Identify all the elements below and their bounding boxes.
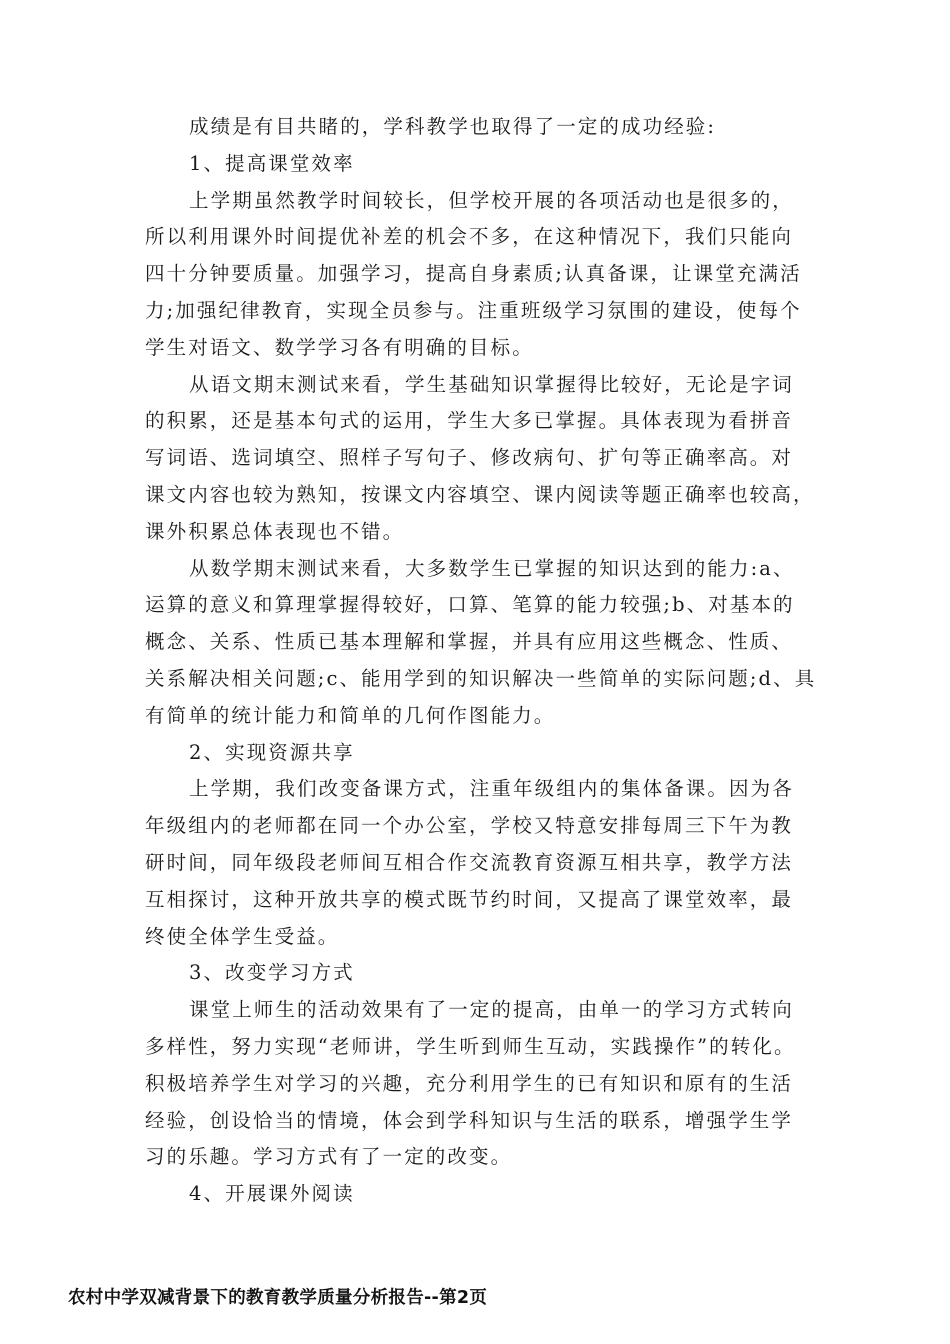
page-footer: 农村中学双减背景下的教育教学质量分析报告--第2页 [68, 1288, 488, 1308]
paragraph-line: 成绩是有目共睹的，学科教学也取得了一定的成功经验: [189, 115, 717, 138]
document-body [145, 109, 817, 1213]
paragraph-line: 四十分钟要质量。加强学习，提高自身素质;认真备课，让课堂充满活 [145, 262, 802, 286]
paragraph-line: 互相探讨，这种开放共享的模式既节约时间，又提高了课堂效率，最 [145, 887, 794, 911]
paragraph-line: 习的乐趣。学习方式有了一定的改变。 [145, 1145, 513, 1169]
paragraph-line: 有简单的统计能力和简单的几何作图能力。 [145, 703, 556, 727]
paragraph-line: 课外积累总体表现也不错。 [145, 519, 405, 543]
paragraph-line: 从语文期末测试来看，学生基础知识掌握得比较好，无论是字词 [189, 372, 794, 396]
section-heading: 2、实现资源共享 [189, 740, 355, 764]
section-heading: 3、改变学习方式 [189, 961, 355, 985]
paragraph-line: 写词语、选词填空、照样子写句子、修改病句、扩句等正确率高。对 [145, 446, 794, 470]
paragraph-line: 学生对语文、数学学习各有明确的目标。 [145, 335, 534, 359]
paragraph-line: 运算的意义和算理掌握得较好，口算、笔算的能力较强;b、对基本的 [145, 593, 795, 617]
paragraph-line: 经验，创设恰当的情境，体会到学科知识与生活的联系，增强学生学 [145, 1108, 794, 1132]
paragraph-line: 研时间，同年级段老师间互相合作交流教育资源互相共享，教学方法 [145, 850, 794, 874]
paragraph-line: 课堂上师生的活动效果有了一定的提高，由单一的学习方式转向 [189, 998, 794, 1022]
paragraph-line: 从数学期末测试来看，大多数学生已掌握的知识达到的能力:a、 [189, 556, 795, 580]
paragraph-line: 力;加强纪律教育，实现全员参与。注重班级学习氛围的建设，使每个 [145, 298, 802, 322]
section-heading: 1、提高课堂效率 [189, 151, 355, 175]
paragraph-line: 概念、关系、性质已基本理解和掌握，并具有应用这些概念、性质、 [145, 630, 794, 654]
paragraph-line: 的积累，还是基本句式的运用，学生大多已掌握。具体表现为看拼音 [145, 409, 794, 433]
paragraph-line: 年级组内的老师都在同一个办公室，学校又特意安排每周三下午为教 [145, 814, 794, 838]
paragraph-line: 上学期，我们改变备课方式，注重年级组内的集体备课。因为各 [189, 777, 794, 801]
section-heading: 4、开展课外阅读 [189, 1182, 355, 1206]
paragraph-line: 课文内容也较为熟知，按课文内容填空、课内阅读等题正确率也较高， [145, 482, 815, 506]
paragraph-line: 上学期虽然教学时间较长，但学校开展的各项活动也是很多的， [189, 188, 794, 212]
paragraph-line: 终使全体学生受益。 [145, 924, 340, 948]
paragraph-line: 关系解决相关问题;c、能用学到的知识解决一些简单的实际问题;d、具 [145, 666, 817, 690]
paragraph-line: 积极培养学生对学习的兴趣，充分利用学生的已有知识和原有的生活 [145, 1071, 794, 1095]
paragraph-line: 多样性，努力实现“老师讲，学生听到师生互动，实践操作”的转化。 [145, 1034, 796, 1058]
paragraph-line: 所以利用课外时间提优补差的机会不多，在这种情况下，我们只能向 [145, 225, 794, 249]
